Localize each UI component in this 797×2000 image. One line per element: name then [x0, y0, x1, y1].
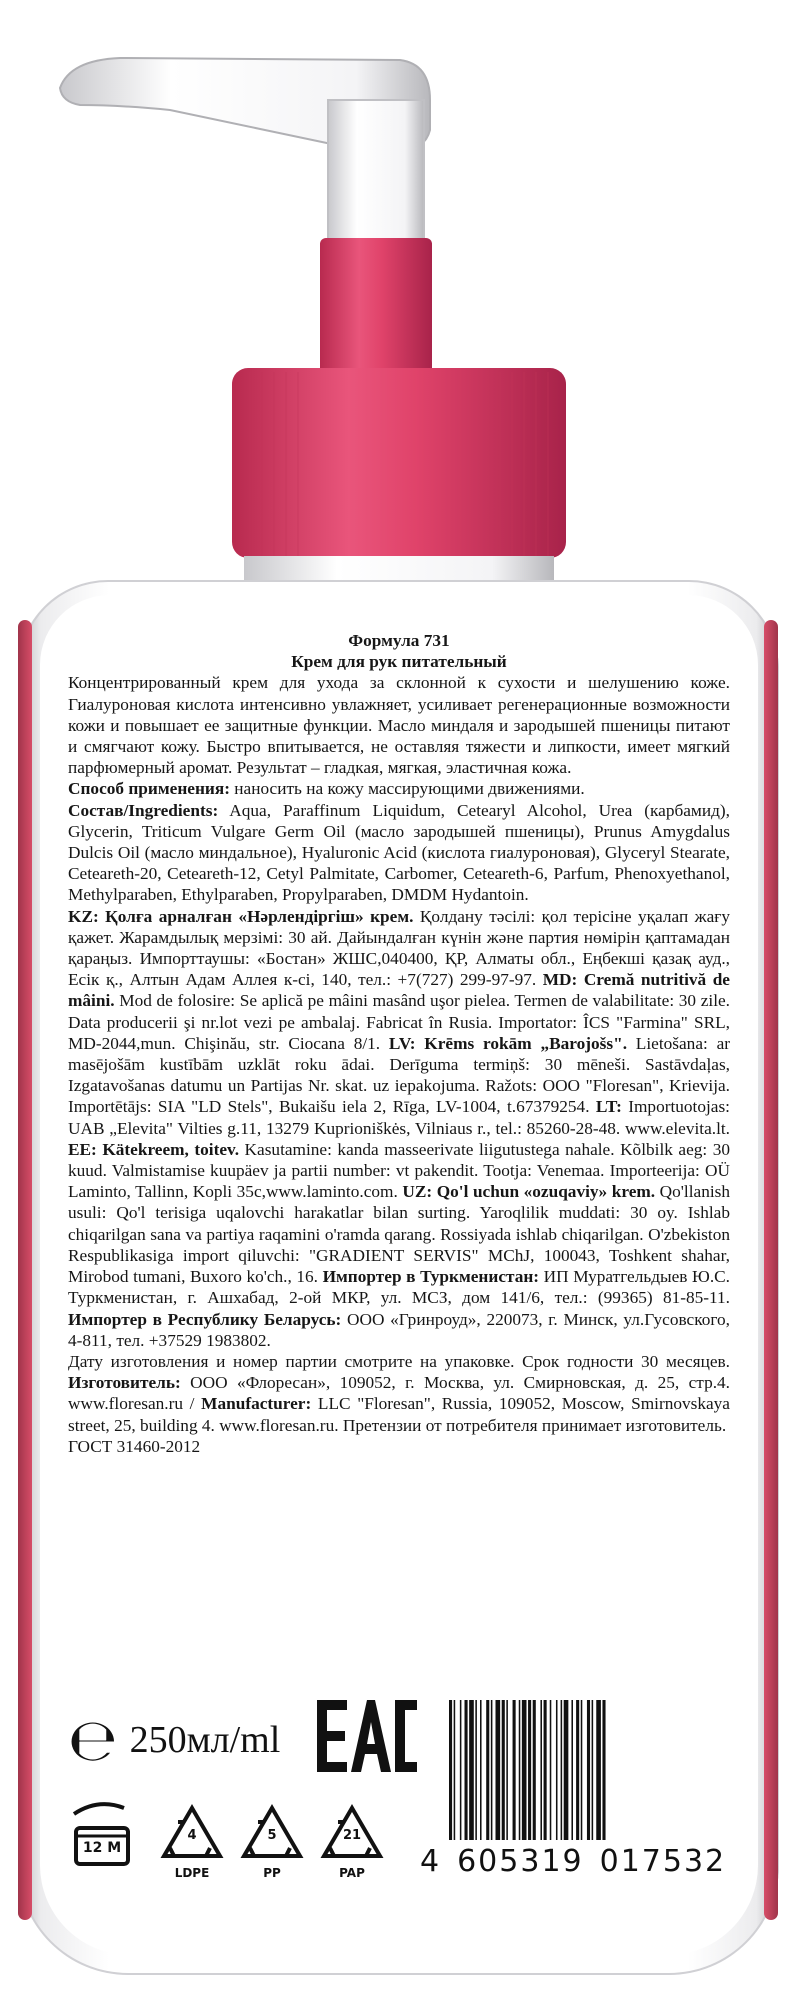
barcode-bar: [491, 1700, 493, 1840]
recycle-pap-icon: [320, 1804, 384, 1878]
barcode-bar: [522, 1700, 527, 1840]
barcode-bar: [469, 1700, 474, 1840]
barcode-bar: [460, 1700, 462, 1840]
barcode-bar: [465, 1700, 468, 1840]
lv-text: Lietošana: ar masējošām kustībām uzklāt roku ādai. Derīguma termiņš: 30 mēneši. Sastāvdaļas, Izgatavošanas datumu un Partijas Nr. skat. uz iepakojuma. Ražots: OOO "Floresan", Krievija. Importētājs: SIA "LD Stels", Bukaišu iela 2, Rīga, LV-1004, t.67379254.: [68, 1033, 731, 1117]
by-text: ООО «Гринроуд», 220073, г. Минск, ул.Гусовского, 4-811, тел. +37529 1983802.: [68, 1309, 730, 1350]
kz-text: Қолдану тәсілі: қол терісіне уқалап жағу қажет. Жарамдылық мерзімі: 30 ай. Дайындалған күнін және партия нөмірін қаптамадан қараңыз. Импорттаушы: «Бостан» ЖШС,040400, ҚР, Алматы обл., Еңбекші қазақ ауд., Есік қ., Алтын Адам Аллея к-сі, 140, тел.: +7(727) 299-97-97.: [68, 906, 730, 990]
lt-label: LT:: [589, 1097, 622, 1117]
barcode-bar: [596, 1700, 601, 1840]
ee-label: EE: Kätekreem, toitev.: [68, 1139, 240, 1159]
cap-neck: [320, 238, 432, 378]
barcode-bar: [533, 1700, 536, 1840]
barcode-bar: [556, 1700, 558, 1840]
barcode-bar: [454, 1700, 456, 1840]
usage-paragraph: [68, 778, 730, 799]
md-text: Mod de folosire: Se aplică pe mâini masând uşor pielea. Termen de valabilitate: 30 zile. Data producerii şi nr.lot vezi pe ambalaj. Fabricat în Rusia. Importator: ÎCS "Farmina" SRL, MD-2044,mun. Chişinău, str. Ciocana 8/1.: [68, 991, 730, 1053]
label-text: [68, 630, 730, 1457]
uz-label: UZ: Qo'l uchun «ozuqaviy» krem.: [397, 1182, 656, 1202]
barcode-icon: [445, 1700, 745, 1840]
barcode-bar: [581, 1700, 583, 1840]
manufacturer-label: Manufacturer:: [194, 1394, 312, 1414]
usage-label: Способ применения:: [68, 779, 230, 799]
lt-text: Importuotojas: UAB „Elevita" Vilties g.11, 13279 Kuprioniškės, Vilniaus r., tel.: 85260-28-48. www.elevita.lt.: [68, 1097, 730, 1138]
maker-text: ООО «Флоресан», 109052, г. Москва, ул. Смирновская, д. 25, стр.4. www.floresan.ru /: [68, 1373, 730, 1414]
volume-marking: [68, 1706, 281, 1774]
manufacturer-text: LLC "Floresan", Russia, 109052, Moscow, Smirnovskaya street, 25, building 4. www.floresan.ru. Претензии от потребителя принимает изготовитель.: [68, 1394, 730, 1435]
recycle-abbr-ldpe: LDPE: [174, 1866, 210, 1880]
pump-dispenser: [0, 0, 797, 600]
barcode-bar: [480, 1700, 482, 1840]
tm-label: Импортер в Туркменистан:: [318, 1267, 540, 1287]
product-subtitle: Крем для рук питательный: [291, 652, 507, 672]
barcode-bar: [592, 1700, 594, 1840]
barcode-bar: [513, 1700, 516, 1840]
recycle-abbr-pp: PP: [263, 1866, 281, 1880]
recycle-code-5: 5: [267, 1828, 277, 1843]
barcode-bar: [587, 1700, 590, 1840]
barcode-bar: [564, 1700, 569, 1840]
uz-text: Qo'llanish usuli: Qo'l terisiga uqalovchi harakatlar bilan surting. Yaroqlilik muddati: 30 oy. Ishlab chiqarilgan sana va partiya raqamini o'ramda qarang. Rossiyada ishlab chiqarilgan. O'zbekiston Respublikasiga import qiluvchi: "GRADIENT SERVIS" MChJ, 100043, Toshkent shahar, Mirobod tumani, Buxoro ko'ch., 16.: [68, 1182, 730, 1287]
maker-label: Изготовитель:: [68, 1373, 181, 1393]
barcode-bar: [571, 1700, 573, 1840]
recycle-ldpe-icon: [160, 1804, 224, 1878]
barcode-bar: [486, 1700, 489, 1840]
barcode-bar: [449, 1700, 452, 1840]
barcode-digits: [420, 1844, 750, 1879]
barcode-bar: [550, 1700, 552, 1840]
kz-label: KZ: Қолға арналған «Нәрлендіргіш» крем.: [68, 906, 414, 926]
pump-stem: [328, 100, 424, 260]
recycling-marks: [68, 1800, 428, 1890]
barcode-bar: [475, 1700, 477, 1840]
recycle-code-4: 4: [187, 1828, 197, 1843]
eac-mark-icon: [317, 1700, 417, 1772]
barcode-bar: [519, 1700, 521, 1840]
barcode-bar: [506, 1700, 508, 1840]
usage-text: наносить на кожу массирующими движениями.: [229, 779, 585, 799]
barcode-bar: [528, 1700, 531, 1840]
barcode-digit-group: 4: [420, 1844, 442, 1879]
ee-text: Kasutamine: kanda masseerivate liigutustega nahale. Kõlbilk aeg: 30 kuud. Valmistamise kuupäev ja partii number: vt pakendit. Tootja: Venemaa. Importeerija: OÜ Laminto, Tallinn, Kopli 35c,www.laminto.com.: [68, 1139, 730, 1202]
lv-label: LV: Krēms rokām „Barojošs".: [380, 1033, 628, 1053]
md-label: MD: Cremă nutritivă de mâini.: [68, 970, 730, 1011]
recycle-pp-icon: [240, 1804, 304, 1878]
ingredients-paragraph: [68, 800, 730, 906]
recycle-abbr-pap: PAP: [339, 1866, 365, 1880]
product-description: Концентрированный крем для ухода за склонной к сухости и шелушению коже. Гиалуроновая кислота интенсивно увлажняет, усиливает регенерационные возможности кожи и повышает ее защитные функции. Масло миндаля и зародышей пшеницы питают и смягчают кожу. Быстро впитывается, не оставляя тяжести и липкости, имеет мягкий парфюмерный аромат. Результат – гладкая, мягкая, эластичная кожа.: [68, 673, 730, 778]
recycle-code-21: 21: [342, 1828, 362, 1843]
by-label: Импортер в Республику Беларусь:: [68, 1309, 342, 1329]
cap-base: [232, 368, 566, 558]
gost-standard: ГОСТ 31460-2012: [68, 1436, 201, 1456]
multilang-paragraph: [68, 906, 730, 1351]
volume-text: 250мл/ml: [129, 1719, 281, 1761]
estimated-sign-icon: ℮: [68, 1706, 118, 1774]
barcode-bar: [576, 1700, 579, 1840]
barcode-bar: [540, 1700, 542, 1840]
product-title: Формула 731: [348, 631, 450, 650]
expiry-text: Дату изготовления и номер партии смотрите на упаковке. Срок годности 30 месяцев.: [68, 1351, 730, 1371]
barcode-digit-group: 605319: [457, 1844, 584, 1879]
pao-jar-icon: [68, 1800, 134, 1870]
bottle-edge-left: [18, 620, 32, 1920]
barcode-bar: [502, 1700, 505, 1840]
barcode-bar: [544, 1700, 547, 1840]
barcode-bar: [561, 1700, 563, 1840]
tm-text: ИП Муратгельдыев Ю.С. Туркменистан, г. Ашхабад, 2-ой МКР, ул. МСЗ, дом 141/6, тел.: (99365) 81-85-11.: [68, 1267, 730, 1308]
barcode-digit-group: 017532: [599, 1844, 727, 1879]
footer-paragraph: [68, 1351, 730, 1436]
pao-label: 12 M: [82, 1840, 122, 1856]
ingredients-label: Состав/Ingredients:: [68, 800, 219, 820]
barcode-bar: [602, 1700, 605, 1840]
barcode-bar: [496, 1700, 501, 1840]
bottle-edge-right: [764, 620, 778, 1920]
ingredients-text: Aqua, Paraffinum Liquidum, Cetearyl Alcohol, Urea (карбамид), Glycerin, Triticum Vulgare Germ Oil (масло зародышей пшеницы), Prunus Amygdalus Dulcis Oil (масло миндальное), Hyaluronic Acid (кислота гиалуроновая), Glyceryl Stearate, Ceteareth-20, Ceteareth-12, Cetyl Palmitate, Carbomer, Ceteareth-6, Parfum, Phenoxyethanol, Methylparaben, Ethylparaben, Propylparaben, DMDM Hydantoin.: [68, 800, 730, 905]
